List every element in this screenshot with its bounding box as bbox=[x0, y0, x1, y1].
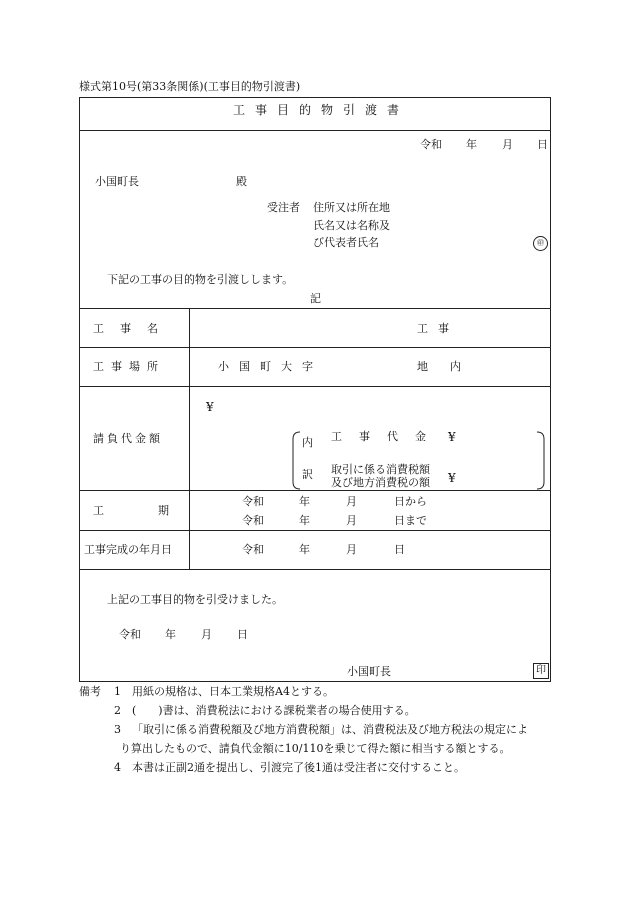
note-3-continued: り算出したもので、請負代金額に10/110を乗じて得た額に相当する額とする。 bbox=[120, 742, 511, 755]
note-2-text: ( )書は、消費税法における課税業者の場合使用する。 bbox=[132, 704, 416, 717]
divider-name-row bbox=[79, 308, 551, 309]
seal-mark: ㊞ bbox=[533, 236, 548, 251]
notes-label: 備考 bbox=[79, 685, 101, 698]
completion-year: 年 bbox=[299, 543, 310, 556]
date-month: 月 bbox=[502, 138, 513, 151]
date-era: 令和 bbox=[420, 138, 442, 151]
construction-place-suffix: 地内 bbox=[417, 360, 483, 373]
note-3-num: 3 bbox=[114, 723, 121, 736]
divider-place-row bbox=[79, 347, 551, 348]
contract-amount-yen: ¥ bbox=[206, 400, 214, 414]
ki-label: 記 bbox=[310, 292, 321, 305]
receipt-date-era: 令和 bbox=[119, 628, 141, 641]
contractor-name-line2: び代表者氏名 bbox=[313, 236, 379, 249]
period-label: 工期 bbox=[93, 504, 223, 517]
construction-name-label: 工事名 bbox=[93, 322, 174, 335]
period-to-month: 月 bbox=[346, 514, 357, 527]
note-2-num: 2 bbox=[114, 704, 121, 717]
contractor-name-line1: 氏名又は名称及 bbox=[313, 219, 390, 232]
note-4-num: 4 bbox=[114, 761, 121, 774]
breakdown-uchi: 内 bbox=[302, 436, 313, 449]
construction-place-label: 工事場所 bbox=[93, 360, 165, 373]
tax-label-line2: 及び地方消費税の額 bbox=[331, 476, 430, 489]
construction-name-suffix: 工事 bbox=[417, 322, 459, 335]
period-to-day: 日まで bbox=[394, 514, 427, 527]
contractor-label: 受注者 bbox=[267, 201, 300, 214]
intro-text: 下記の工事の目的物を引渡しします。 bbox=[107, 273, 294, 286]
recipient-name: 小国町長 bbox=[95, 175, 139, 188]
note-4-text: 本書は正副2通を提出し、引渡完了後1通は受注者に交付すること。 bbox=[132, 761, 465, 774]
receipt-text: 上記の工事目的物を引受けました。 bbox=[107, 593, 283, 606]
tax-yen: ¥ bbox=[448, 471, 456, 485]
construction-place-value: 小国町大字 bbox=[218, 360, 323, 373]
note-3-text: 「取引に係る消費税額及び地方消費税額」は、消費税法及び地方税法の規定によ bbox=[132, 723, 528, 736]
receipt-date-month: 月 bbox=[201, 628, 212, 641]
document-title: 工事目的物引渡書 bbox=[233, 103, 410, 117]
period-to-era: 令和 bbox=[242, 514, 264, 527]
tax-label-line1: 取引に係る消費税額 bbox=[331, 463, 430, 476]
label-column-divider bbox=[189, 308, 190, 569]
divider-title bbox=[79, 130, 551, 131]
note-1-num: 1 bbox=[114, 685, 121, 698]
period-from-era: 令和 bbox=[242, 495, 264, 508]
contractor-address: 住所又は所在地 bbox=[313, 201, 390, 214]
construction-cost-yen: ¥ bbox=[448, 430, 456, 444]
note-1-text: 用紙の規格は、日本工業規格A4とする。 bbox=[132, 685, 334, 698]
receipt-stamp: 印 bbox=[533, 663, 549, 679]
period-from-year: 年 bbox=[299, 495, 310, 508]
completion-era: 令和 bbox=[242, 543, 264, 556]
recipient-honorific: 殿 bbox=[236, 175, 247, 188]
construction-cost-label: 工事代金 bbox=[331, 430, 443, 443]
period-from-month: 月 bbox=[346, 495, 357, 508]
receipt-signer: 小国町長 bbox=[347, 665, 391, 678]
divider-amount-row bbox=[79, 386, 551, 387]
contract-amount-label: 請負代金額 bbox=[93, 432, 163, 445]
period-to-year: 年 bbox=[299, 514, 310, 527]
divider-period-row bbox=[79, 490, 551, 491]
period-from-day: 日から bbox=[394, 495, 427, 508]
receipt-date-day: 日 bbox=[237, 628, 248, 641]
completion-day: 日 bbox=[394, 543, 405, 556]
breakdown-wake: 訳 bbox=[302, 468, 313, 481]
form-label: 様式第10号(第33条関係)(工事目的物引渡書) bbox=[79, 80, 301, 93]
completion-month: 月 bbox=[346, 543, 357, 556]
receipt-date-year: 年 bbox=[165, 628, 176, 641]
divider-completion-row bbox=[79, 530, 551, 531]
divider-receipt bbox=[79, 569, 551, 570]
date-year: 年 bbox=[466, 138, 477, 151]
completion-label: 工事完成の年月日 bbox=[84, 543, 172, 556]
date-day: 日 bbox=[537, 138, 548, 151]
